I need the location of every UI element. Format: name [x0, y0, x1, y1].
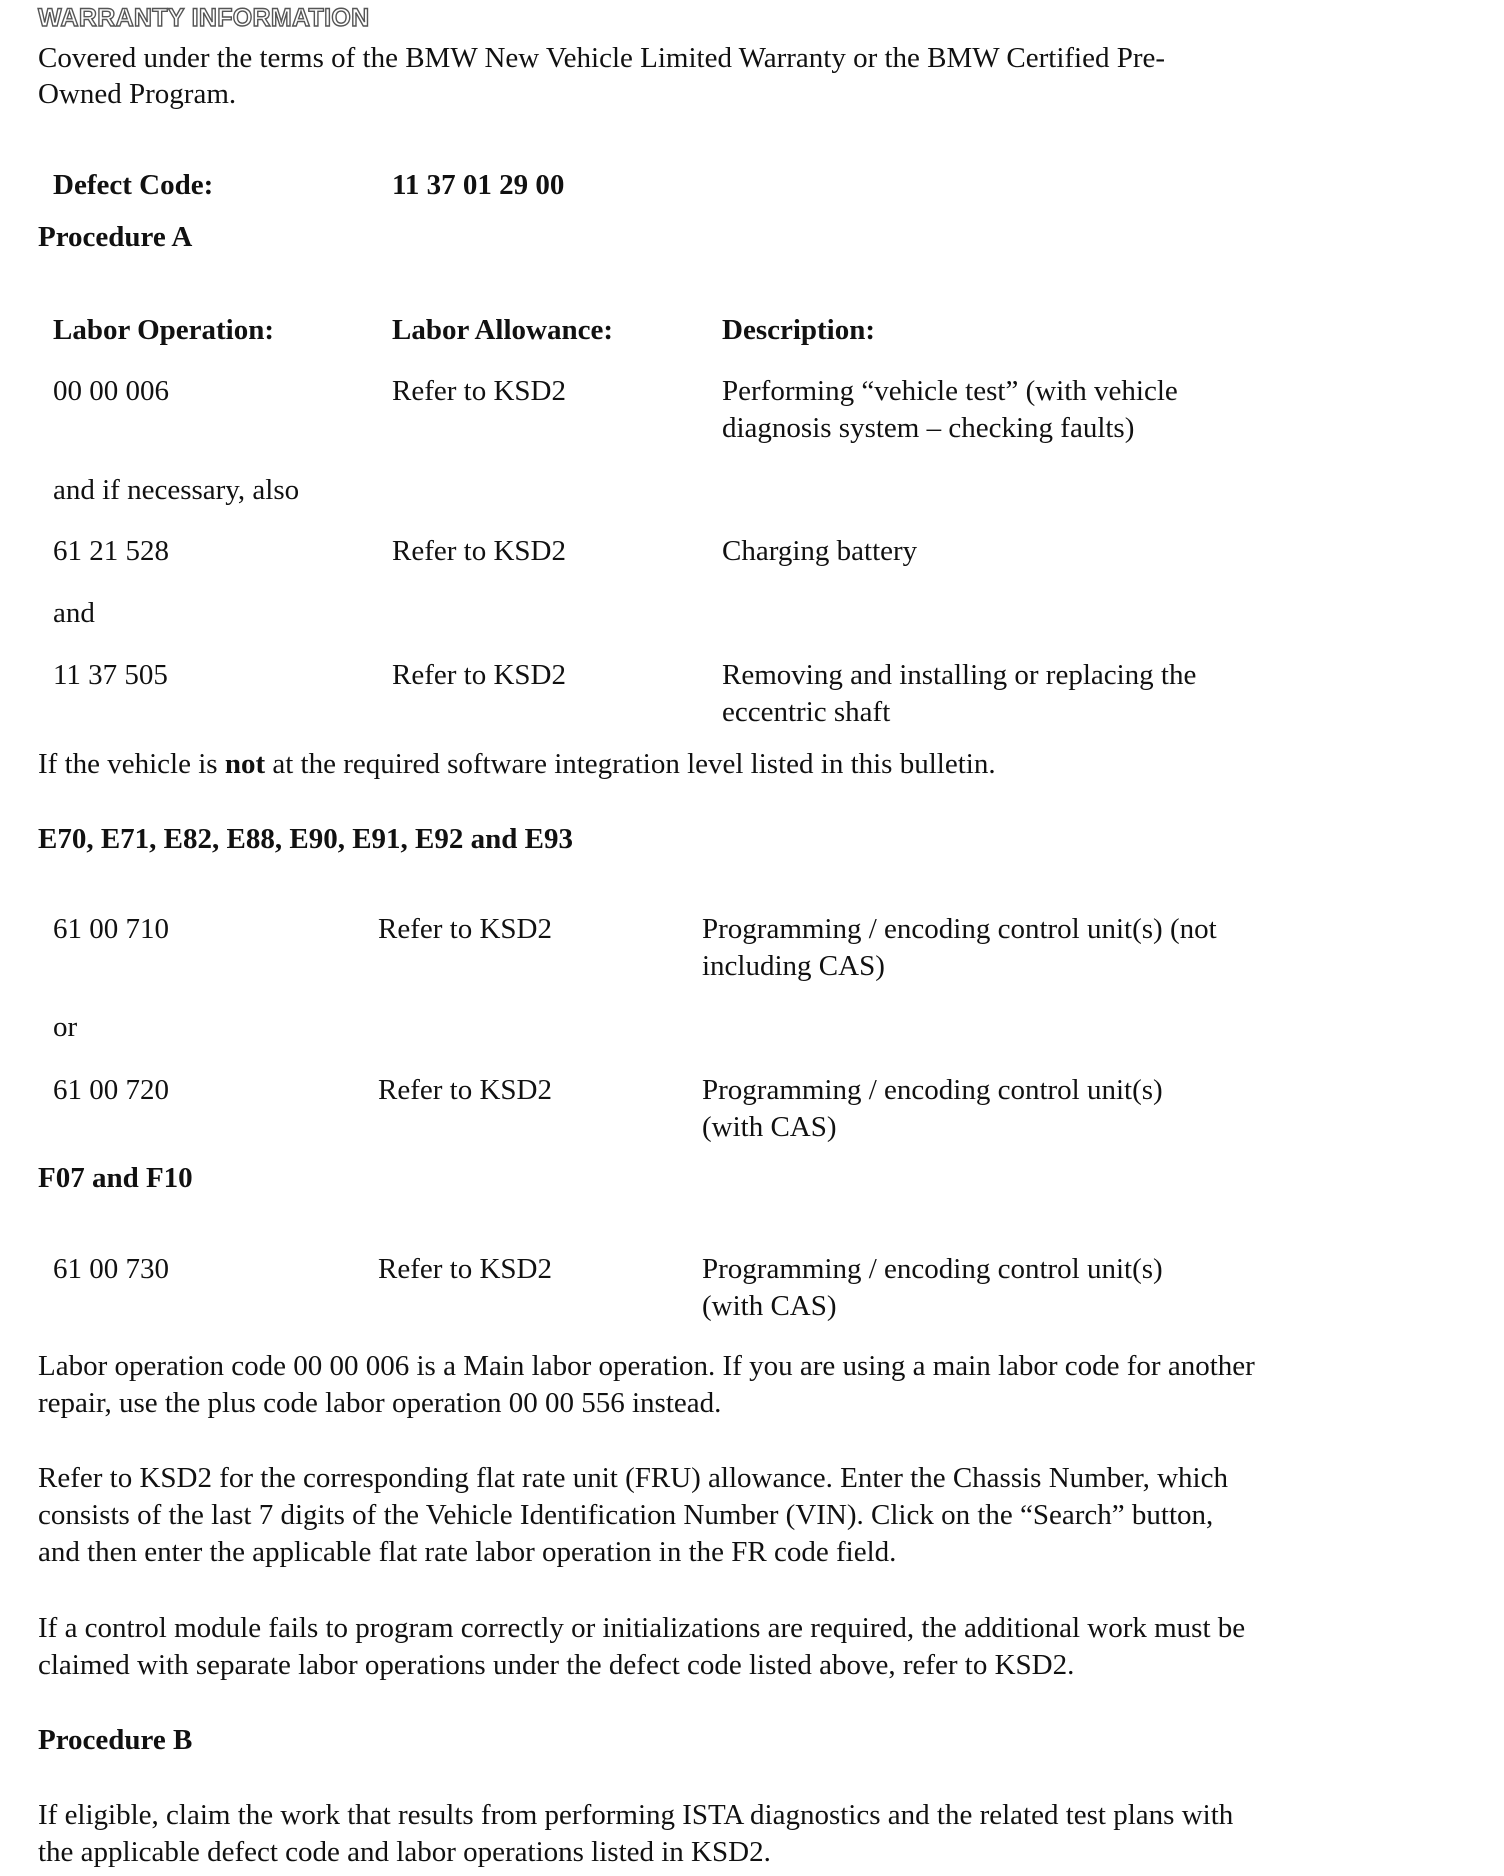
row-g2-1-op: 61 00 730 — [53, 1253, 169, 1285]
row-g1-2-desc-1: Programming / encoding control unit(s) — [702, 1074, 1163, 1106]
row-a1-op: 00 00 006 — [53, 375, 169, 407]
row-a3-desc-2: eccentric shaft — [722, 696, 891, 728]
connector-or: or — [53, 1011, 78, 1043]
section-header: WARRANTY INFORMATION — [38, 4, 370, 32]
row-g1-2-desc-2: (with CAS) — [702, 1111, 837, 1143]
row-g1-1-op: 61 00 710 — [53, 913, 169, 945]
row-a3-allowance: Refer to KSD2 — [392, 659, 566, 691]
connector-if-necessary: and if necessary, also — [53, 474, 300, 506]
row-a1-desc-2: diagnosis system – checking faults) — [722, 412, 1135, 444]
header-labor-allowance: Labor Allowance: — [392, 314, 613, 346]
row-a2-desc-1: Charging battery — [722, 535, 918, 567]
group-2-heading: F07 and F10 — [38, 1162, 193, 1194]
header-description: Description: — [722, 314, 876, 346]
row-a2-op: 61 21 528 — [53, 535, 169, 567]
para-1-line-2: repair, use the plus code labor operation 00 00 556 instead. — [38, 1387, 722, 1419]
row-a3-desc-1: Removing and installing or replacing the — [722, 659, 1197, 691]
intro-line-2: Owned Program. — [38, 78, 237, 110]
procedure-b-heading: Procedure B — [38, 1724, 193, 1756]
header-labor-operation: Labor Operation: — [53, 314, 274, 346]
row-g1-1-allowance: Refer to KSD2 — [378, 913, 552, 945]
row-g1-1-desc-1: Programming / encoding control unit(s) (not — [702, 913, 1217, 945]
connector-and: and — [53, 597, 95, 629]
para-4-line-1: If eligible, claim the work that results from performing ISTA diagnostics and the related test plans with — [38, 1799, 1234, 1831]
row-g1-2-allowance: Refer to KSD2 — [378, 1074, 552, 1106]
row-g1-2-op: 61 00 720 — [53, 1074, 169, 1106]
para-3-line-2: claimed with separate labor operations under the defect code listed above, refer to KSD2. — [38, 1649, 1075, 1681]
row-g2-1-desc-1: Programming / encoding control unit(s) — [702, 1253, 1163, 1285]
row-a3-op: 11 37 505 — [53, 659, 168, 691]
para-1-line-1: Labor operation code 00 00 006 is a Main labor operation. If you are using a main labor code for another — [38, 1350, 1255, 1382]
row-g2-1-allowance: Refer to KSD2 — [378, 1253, 552, 1285]
para-3-line-1: If a control module fails to program correctly or initializations are required, the additional work must be — [38, 1612, 1246, 1644]
row-a1-allowance: Refer to KSD2 — [392, 375, 566, 407]
para-2-line-3: and then enter the applicable flat rate labor operation in the FR code field. — [38, 1536, 897, 1568]
software-note: If the vehicle is not at the required software integration level listed in this bulletin. — [38, 748, 996, 780]
intro-line-1: Covered under the terms of the BMW New Vehicle Limited Warranty or the BMW Certified Pre- — [38, 42, 1166, 74]
defect-code-label: Defect Code: — [53, 169, 214, 201]
procedure-a-heading: Procedure A — [38, 221, 193, 253]
row-g2-1-desc-2: (with CAS) — [702, 1290, 837, 1322]
para-2-line-2: consists of the last 7 digits of the Vehicle Identification Number (VIN). Click on the “Search” button, — [38, 1499, 1214, 1531]
defect-code-value: 11 37 01 29 00 — [392, 169, 565, 201]
para-2-line-1: Refer to KSD2 for the corresponding flat rate unit (FRU) allowance. Enter the Chassis Number, which — [38, 1462, 1228, 1494]
row-a1-desc-1: Performing “vehicle test” (with vehicle — [722, 375, 1178, 407]
row-g1-1-desc-2: including CAS) — [702, 950, 885, 982]
group-1-heading: E70, E71, E82, E88, E90, E91, E92 and E93 — [38, 823, 573, 855]
row-a2-allowance: Refer to KSD2 — [392, 535, 566, 567]
para-4-line-2: the applicable defect code and labor operations listed in KSD2. — [38, 1836, 771, 1868]
